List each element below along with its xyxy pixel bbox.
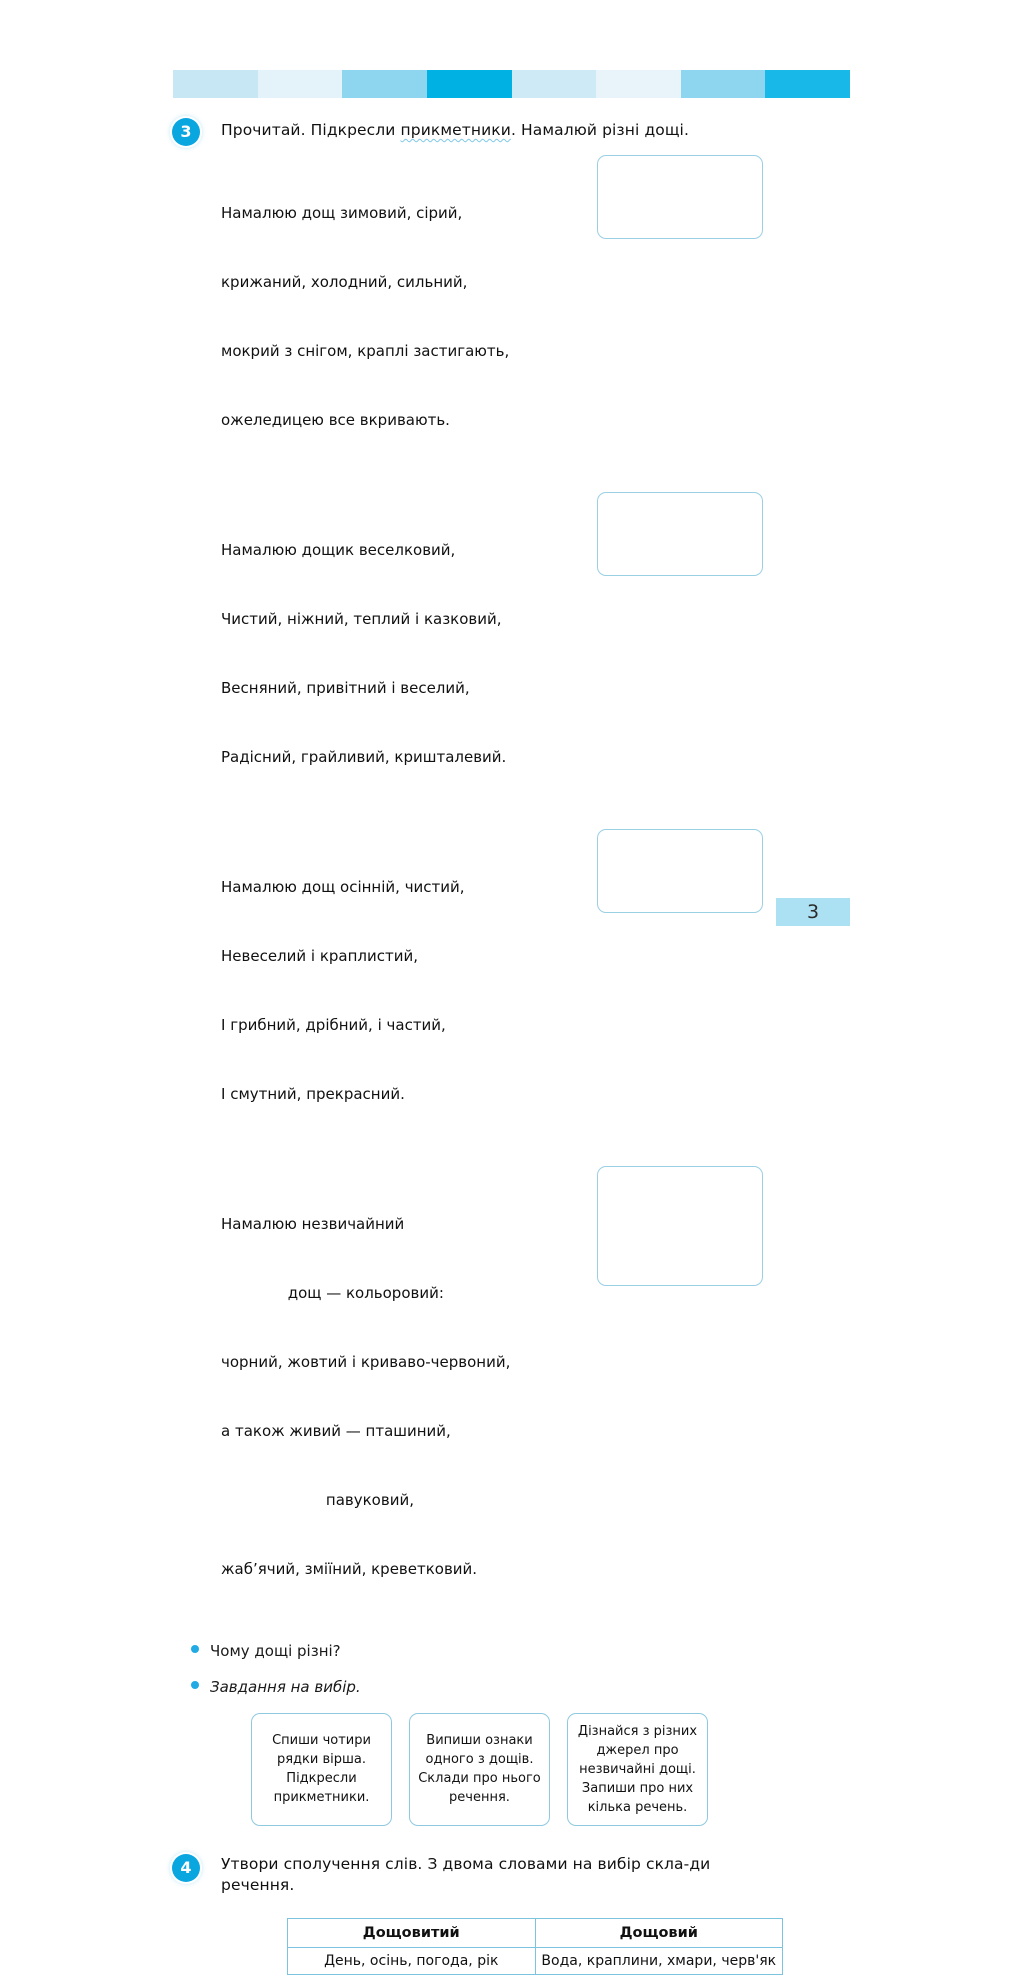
- header-stripe-segment-8: [765, 70, 850, 98]
- poem-line: Намалюю дощ зимовий, сірий,: [221, 203, 463, 222]
- header-stripe-segment-5: [512, 70, 597, 98]
- header-stripe-segment-1: [173, 70, 258, 98]
- exercise-3: [173, 120, 850, 1826]
- poem-line: жаб’ячий, зміїний, креветковий.: [221, 1559, 478, 1578]
- table-header-row: [288, 1918, 783, 1947]
- header-stripe-segment-7: [681, 70, 766, 98]
- bullet-dot-icon: [191, 1681, 199, 1689]
- poem-line: дощ — кольоровий:: [221, 1283, 444, 1302]
- header-stripe-segment-4: [427, 70, 512, 98]
- poem-line: мокрий з снігом, краплі застигають,: [221, 341, 510, 360]
- choice-task-text: Дізнайся з різних джерел про незвичайні дощі. Запиши про них кілька речень.: [577, 1723, 698, 1815]
- choice-task-box[interactable]: [251, 1713, 392, 1826]
- poem-line: Чистий, ніжний, теплий і казковий,: [221, 609, 502, 628]
- poem-line: ожеледицею все вкривають.: [221, 410, 450, 429]
- exercise-4-instruction: Утвори сполучення слів. З двома словами на вибір скла-ди речення.: [221, 1854, 711, 1894]
- poem-line: І грибний, дрібний, і частий,: [221, 1015, 446, 1034]
- instruction-text-part2: . Намалюй різні дощі.: [510, 121, 689, 139]
- choice-task-text: Випиши ознаки одного з дощів. Склади про нього речення.: [418, 1733, 541, 1806]
- exercise-3-instruction: [173, 120, 850, 141]
- poem-line: павуковий,: [221, 1490, 414, 1509]
- stanza-row: [221, 1166, 850, 1627]
- table-cell: День, осінь, погода, рік: [288, 1947, 536, 1974]
- stanza-text: [221, 492, 563, 815]
- header-stripe-segment-3: [342, 70, 427, 98]
- poem-line: Радісний, грайливий, кришталевий.: [221, 747, 507, 766]
- bullet-dot-icon: [191, 1645, 199, 1653]
- stanza-row: [221, 492, 850, 815]
- poem-line: Намалюю дощ осінній, чистий,: [221, 877, 465, 896]
- poem-line: Весняний, привітний і веселий,: [221, 678, 470, 697]
- poem-line: крижаний, холодний, сильний,: [221, 272, 468, 291]
- stanza-row: [221, 829, 850, 1152]
- poem-line: Невеселий і краплистий,: [221, 946, 419, 965]
- page-number: 3: [776, 898, 850, 926]
- page-content: [173, 120, 850, 1975]
- poem-line: І смутний, прекрасний.: [221, 1084, 405, 1103]
- bullet-label: Чому дощі різні?: [210, 1641, 341, 1660]
- drawing-box[interactable]: [597, 492, 763, 576]
- header-stripe-segment-2: [258, 70, 343, 98]
- word-combination-table: [287, 1918, 783, 1975]
- drawing-box[interactable]: [597, 155, 763, 239]
- choice-task-text: Спиши чотири рядки вірша. Підкресли прикметники.: [272, 1733, 371, 1806]
- drawing-box[interactable]: [597, 1166, 763, 1286]
- poem-line: а також живий — пташиний,: [221, 1421, 451, 1440]
- stanza-row: [221, 155, 850, 478]
- exercise-4: [173, 1854, 850, 1975]
- table-row: [288, 1947, 783, 1974]
- drawing-box[interactable]: [597, 829, 763, 913]
- poem-line: Намалюю дощик веселковий,: [221, 540, 456, 559]
- list-item: [173, 1677, 850, 1697]
- poem-line: Намалюю незвичайний: [221, 1214, 405, 1233]
- header-stripe: [173, 70, 850, 98]
- poem-line: чорний, жовтий і криваво-червоний,: [221, 1352, 511, 1371]
- choice-task-box[interactable]: [409, 1713, 550, 1826]
- list-item: [173, 1641, 850, 1661]
- stanza-text: [221, 829, 563, 1152]
- table-cell: Вода, краплини, хмари, черв'як: [535, 1947, 783, 1974]
- exercise-number-badge-3: 3: [172, 118, 200, 146]
- exercise-number-badge-4: 4: [172, 1854, 200, 1882]
- choice-task-row: [173, 1713, 850, 1826]
- bullet-list: [173, 1641, 850, 1697]
- table-column-header: Дощовитий: [288, 1918, 536, 1947]
- header-stripe-segment-6: [596, 70, 681, 98]
- poem-stanza-list: [173, 155, 850, 1627]
- bullet-label: Завдання на вибір.: [210, 1677, 361, 1696]
- choice-task-box[interactable]: [567, 1713, 708, 1826]
- stanza-text: [221, 155, 563, 478]
- stanza-text: [221, 1166, 563, 1627]
- table-column-header: Дощовий: [535, 1918, 783, 1947]
- instruction-text-part1: Прочитай. Підкресли: [221, 121, 401, 139]
- instruction-underlined-word: прикметники: [400, 121, 511, 139]
